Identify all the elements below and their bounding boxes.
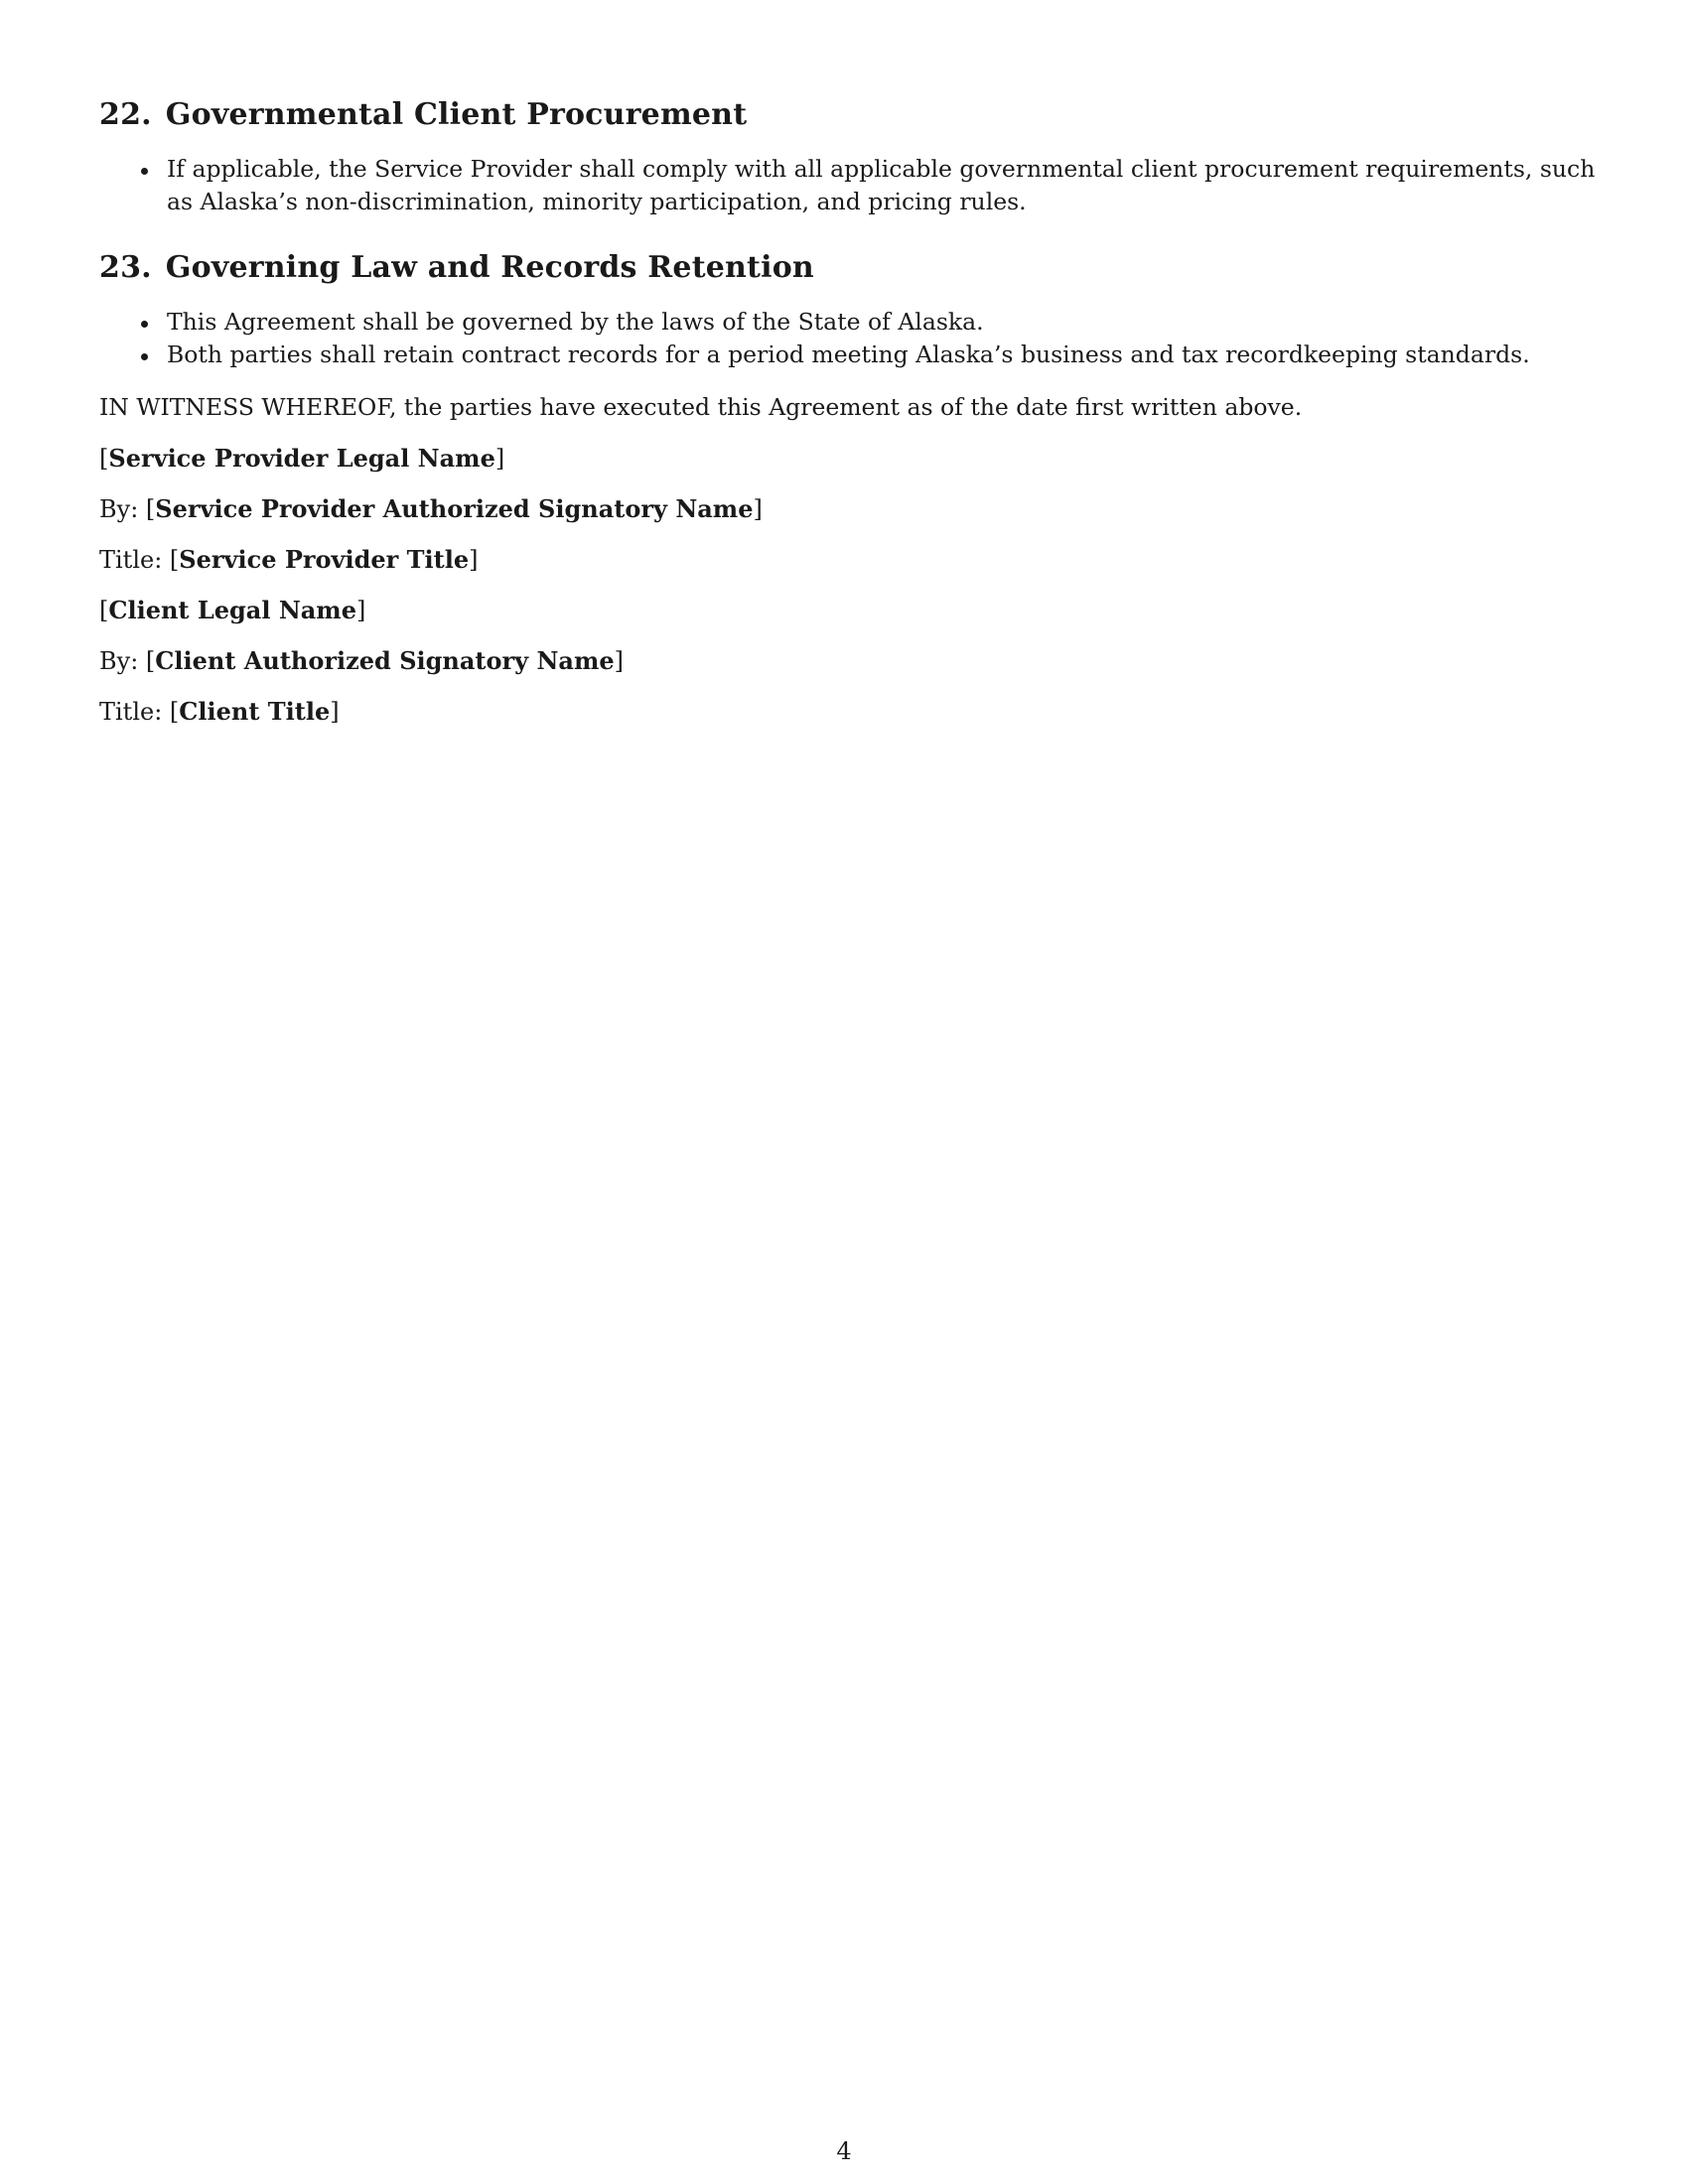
by-label: By: [99, 647, 139, 675]
section-title: Governing Law and Records Retention [165, 250, 814, 285]
section-title: Governmental Client Procurement [165, 97, 748, 132]
section-23 [99, 248, 1599, 371]
document-page [99, 95, 1599, 746]
client-legal-name: Client Legal Name [108, 596, 356, 624]
provider-signatory-name: Service Provider Authorized Signatory Name [155, 494, 754, 523]
title-label: Title: [99, 546, 163, 574]
signature-block [99, 442, 1599, 729]
client-by-line: By: [Client Authorized Signatory Name] [99, 646, 624, 675]
witness-statement: IN WITNESS WHEREOF, the parties have executed this Agreement as of the date first written above. [99, 393, 1303, 421]
list-item: If applicable, the Service Provider shall comply with all applicable governmental client procurement requirements, such as Alaska’s non-discrimination, minority participation, and pricing rules. [99, 153, 1599, 218]
provider-legal-name: Service Provider Legal Name [108, 444, 495, 473]
bullet-list [99, 306, 1599, 371]
bullet-list [99, 153, 1599, 218]
list-item: Both parties shall retain contract records for a period meeting Alaska’s business and tax recordkeeping standards. [99, 339, 1599, 371]
section-heading [99, 95, 1599, 135]
section-22 [99, 95, 1599, 218]
provider-legal-name-line: [Service Provider Legal Name] [99, 444, 505, 473]
provider-by-line: By: [Service Provider Authorized Signatory Name] [99, 494, 763, 523]
provider-title: Service Provider Title [179, 545, 470, 574]
client-legal-name-line: [Client Legal Name] [99, 596, 366, 624]
client-title-line: Title: [Client Title] [99, 697, 340, 726]
list-item: This Agreement shall be governed by the laws of the State of Alaska. [99, 306, 1599, 339]
client-signatory-name: Client Authorized Signatory Name [155, 646, 615, 675]
section-heading [99, 248, 1599, 288]
provider-title-line: Title: [Service Provider Title] [99, 545, 479, 574]
client-title: Client Title [179, 697, 331, 726]
section-number: 22. [99, 97, 152, 132]
title-label: Title: [99, 698, 163, 726]
section-number: 23. [99, 250, 152, 285]
by-label: By: [99, 495, 139, 523]
page-number: 4 [836, 2137, 852, 2165]
